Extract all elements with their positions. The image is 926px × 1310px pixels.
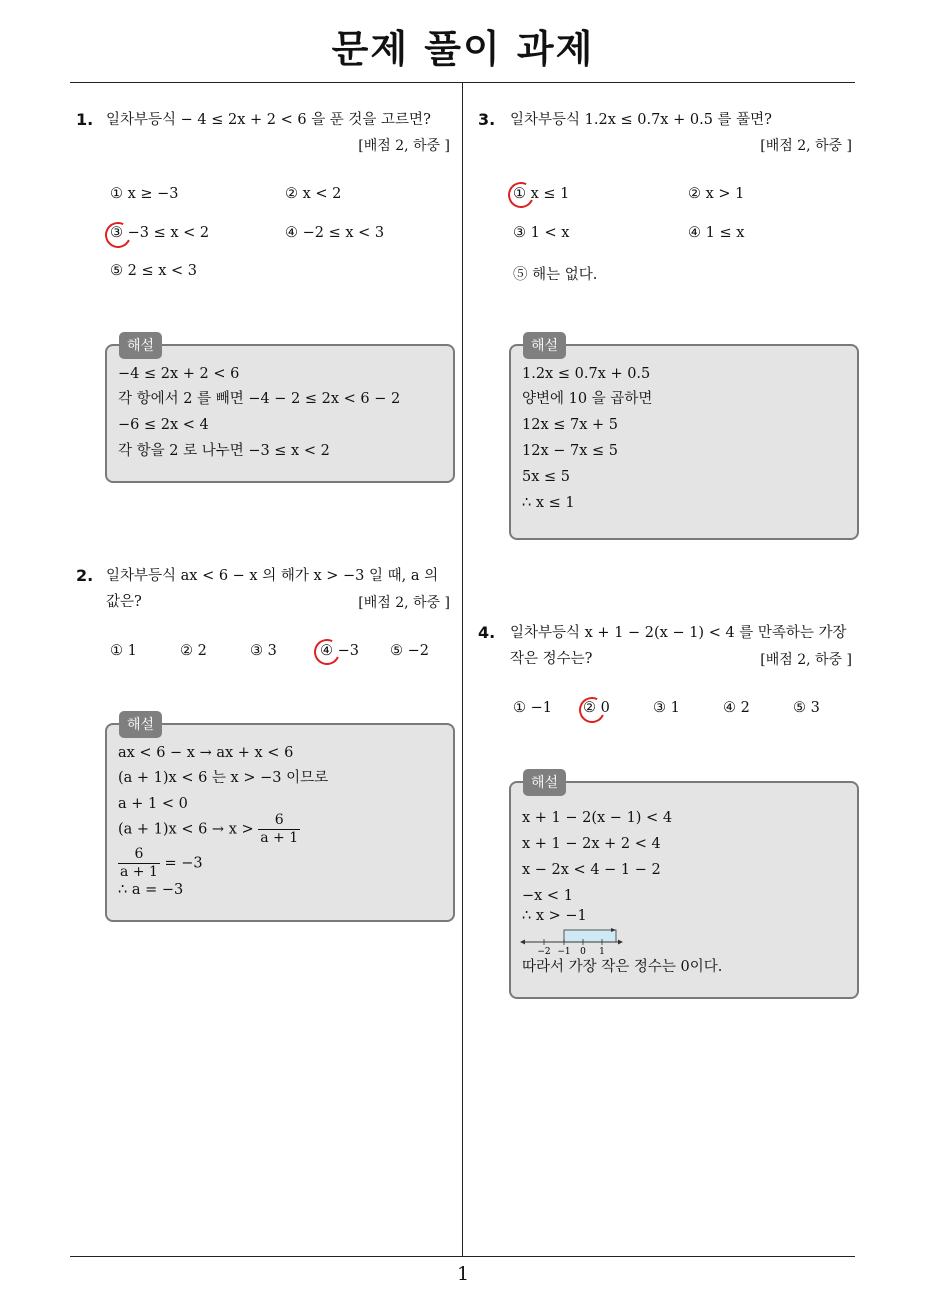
choice-2[interactable]: ② 0 <box>583 700 610 716</box>
choice-1[interactable]: ① −1 <box>513 700 552 716</box>
choice-2[interactable]: ② 2 <box>180 643 207 659</box>
question-number: 4. <box>478 623 496 642</box>
column-divider <box>462 83 463 1257</box>
choice-5[interactable]: ⑤ 3 <box>793 700 820 716</box>
choice-4[interactable]: ④ −2 ≤ x < 3 <box>285 225 385 241</box>
solution-tag: 해설 <box>119 711 162 738</box>
question-text-line2: 값은? <box>106 594 142 610</box>
choice-4[interactable]: ④ 2 <box>723 700 750 716</box>
question-meta: [배점 2, 하중 ] <box>760 138 852 154</box>
solution-line: x + 1 − 2(x − 1) < 4 <box>522 810 673 826</box>
choice-3[interactable]: ③ 1 <box>653 700 680 716</box>
fraction-denominator: a + 1 <box>120 864 158 880</box>
page-number: 1 <box>456 1263 470 1285</box>
question-text-line2: 작은 정수는? <box>510 651 593 667</box>
choice-2[interactable]: ② x > 1 <box>688 186 745 202</box>
solution-line: ∴ a = −3 <box>118 882 184 898</box>
solution-text: = −3 <box>164 855 203 872</box>
question-number: 2. <box>76 566 94 585</box>
choice-3[interactable]: ③ −3 ≤ x < 2 <box>110 225 210 241</box>
fraction-numerator: 6 <box>258 812 300 830</box>
choice-4[interactable]: ④ 1 ≤ x <box>688 225 745 241</box>
solution-line: −4 ≤ 2x + 2 < 6 <box>118 366 240 382</box>
question-number: 1. <box>76 110 94 129</box>
choice-5[interactable]: ⑤ 해는 없다. <box>513 267 598 283</box>
solution-line: 각 항을 2 로 나누면 −3 ≤ x < 2 <box>118 443 330 459</box>
solution-line: 5x ≤ 5 <box>522 469 570 485</box>
solution-line: 따라서 가장 작은 정수는 0이다. <box>522 959 723 975</box>
question-text: 일차부등식 − 4 ≤ 2x + 2 < 6 을 푼 것을 고르면? <box>106 112 431 128</box>
choice-1[interactable]: ① x ≤ 1 <box>513 186 570 202</box>
solution-tag: 해설 <box>523 769 566 796</box>
arrow-left-icon <box>520 940 525 945</box>
arrow-right-icon <box>618 940 623 945</box>
fraction <box>258 812 300 847</box>
tick-label: 0 <box>580 947 586 957</box>
fraction-denominator: a + 1 <box>260 830 299 846</box>
solution-line: −x < 1 <box>522 888 573 904</box>
question-meta: [배점 2, 하중 ] <box>760 652 852 668</box>
answer-circle <box>101 218 134 251</box>
tick-label: 1 <box>599 947 605 957</box>
solution-line: ∴ x ≤ 1 <box>522 495 575 511</box>
question-text: 일차부등식 x + 1 − 2(x − 1) < 4 를 만족하는 가장 <box>510 625 847 641</box>
solution-line: x − 2x < 4 − 1 − 2 <box>522 862 661 878</box>
solution-line: a + 1 < 0 <box>118 796 188 812</box>
choice-3[interactable]: ③ 3 <box>250 643 277 659</box>
fraction-numerator: 6 <box>118 846 160 864</box>
solution-line <box>118 846 203 881</box>
choice-5[interactable]: ⑤ 2 ≤ x < 3 <box>110 263 197 279</box>
solution-line: 양변에 10 을 곱하면 <box>522 391 653 407</box>
solution-line: (a + 1)x < 6 는 x > −3 이므로 <box>118 770 329 786</box>
solution-line <box>118 812 300 847</box>
footer-rule <box>70 1256 855 1257</box>
tick-label: −2 <box>537 947 551 957</box>
choice-1[interactable]: ① x ≥ −3 <box>110 186 179 202</box>
solution-tag: 해설 <box>523 332 566 359</box>
question-text: 일차부등식 1.2x ≤ 0.7x + 0.5 를 풀면? <box>510 112 772 128</box>
page-title: 문제 풀이 과제 <box>331 27 595 71</box>
question-meta: [배점 2, 하중 ] <box>358 595 450 611</box>
fraction <box>118 846 160 881</box>
answer-circle <box>504 178 537 211</box>
solution-tag: 해설 <box>119 332 162 359</box>
solution-line: 12x − 7x ≤ 5 <box>522 443 618 459</box>
solution-line: ax < 6 − x → ax + x < 6 <box>118 745 294 761</box>
answer-circle <box>575 693 608 726</box>
solution-region <box>564 930 616 942</box>
choice-2[interactable]: ② x < 2 <box>285 186 342 202</box>
choice-1[interactable]: ① 1 <box>110 643 137 659</box>
choice-5[interactable]: ⑤ −2 <box>390 643 429 659</box>
solution-line: −6 ≤ 2x < 4 <box>118 417 209 433</box>
number-line <box>520 925 630 957</box>
tick-label: −1 <box>557 947 571 957</box>
solution-line: 각 항에서 2 를 빼면 −4 − 2 ≤ 2x < 6 − 2 <box>118 391 401 407</box>
solution-line: 1.2x ≤ 0.7x + 0.5 <box>522 366 651 382</box>
solution-text: (a + 1)x < 6 → x > <box>118 821 254 838</box>
choice-4[interactable]: ④ −3 <box>320 643 359 659</box>
question-meta: [배점 2, 하중 ] <box>358 138 450 154</box>
solution-line: 12x ≤ 7x + 5 <box>522 417 618 433</box>
solution-line: x + 1 − 2x + 2 < 4 <box>522 836 661 852</box>
solution-line: ∴ x > −1 <box>522 908 587 924</box>
answer-circle <box>310 635 343 668</box>
choice-3[interactable]: ③ 1 < x <box>513 225 570 241</box>
question-number: 3. <box>478 110 496 129</box>
question-text: 일차부등식 ax < 6 − x 의 해가 x > −3 일 때, a 의 <box>106 568 439 584</box>
